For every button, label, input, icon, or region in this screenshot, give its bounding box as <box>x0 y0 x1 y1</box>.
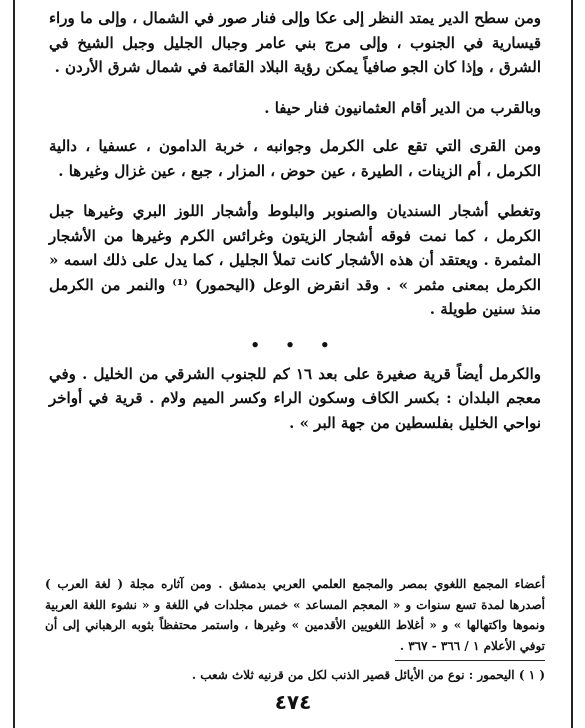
paragraph-monastery-view: ومن سطح الدير يمتد النظر إلى عكا وإلى فنار صور في الشمال ، وإلى ما وراء قيسارية في الجنوب ، وإلى مرج بني عامر وجبال الجليل وجبل الشيخ في الشرق ، وإذا كان الجو صافياً يمكن رؤية البلاد القائمة في شمال شرق الأردن . <box>49 9 541 76</box>
page-number: ٤٧٤ <box>274 690 312 714</box>
paragraph-haifa-lighthouse: وبالقرب من الدير أقام العثمانيون فنار حيفا . <box>264 98 541 117</box>
footnote-1: ( ١ ) اليحمور : نوع من الأيائل قصير الذنب لكل من قرنيه ثلاث شعب . <box>191 668 545 682</box>
footnotes <box>45 574 545 686</box>
section-separator: • • • <box>250 335 340 354</box>
book-page <box>13 0 573 728</box>
paragraph-villages: ومن القرى التي تقع على الكرمل وجوانبه ، خربة الدامون ، عسفيا ، دالية الكرمل ، أم الزينات ، الطيرة ، عين حوض ، المزار ، جبع ، عين غزال وغيرها . <box>49 137 541 180</box>
paragraph-karmel-village: والكرمل أيضاً قرية صغيرة على بعد ١٦ كم للجنوب الشرقي من الخليل . وفي معجم البلدان : بكسر الكاف وسكون الراء وكسر الميم ولام . قرية في أواخر نواحي الخليل بفلسطين من جهة البر » . <box>49 364 541 432</box>
footnote-divider <box>395 660 545 661</box>
main-text <box>49 6 541 435</box>
paragraph-trees: وتغطي أشجار السنديان والصنوبر والبلوط وأشجار اللوز البري وغيرها جبل الكرمل ، كما نمت فوقه أشجار الزيتون وغرائس الكرم وغيرها من الأشجار المثمرة . ويعتقد أن هذه الأشجار كانت تملأ الجليل ، كما يدل على ذلك اسمه « الكرمل بمعنى مثمر » . وقد انقرض الوعل (اليحمور) ⁽¹⁾ والنمر من الكرمل منذ سنين طويلة . <box>49 202 541 318</box>
footnote-continuation: أعضاء المجمع اللغوي بمصر والمجمع العلمي العربي بدمشق . ومن آثاره مجلة ( لغة العرب ) أصدرها لمدة تسع سنوات و « المعجم المساعد » خمس مجلدات في اللغة و « نشوء اللغة العربية ونموها واكتهالها » و « أغلاط اللغويين الأقدمين » وغيرها ، واستمر محتفظاً بثوبه الرهباني إلى أن توفي الأعلام ١ / ٣٦٦ - ٣٦٧ . <box>45 577 545 653</box>
